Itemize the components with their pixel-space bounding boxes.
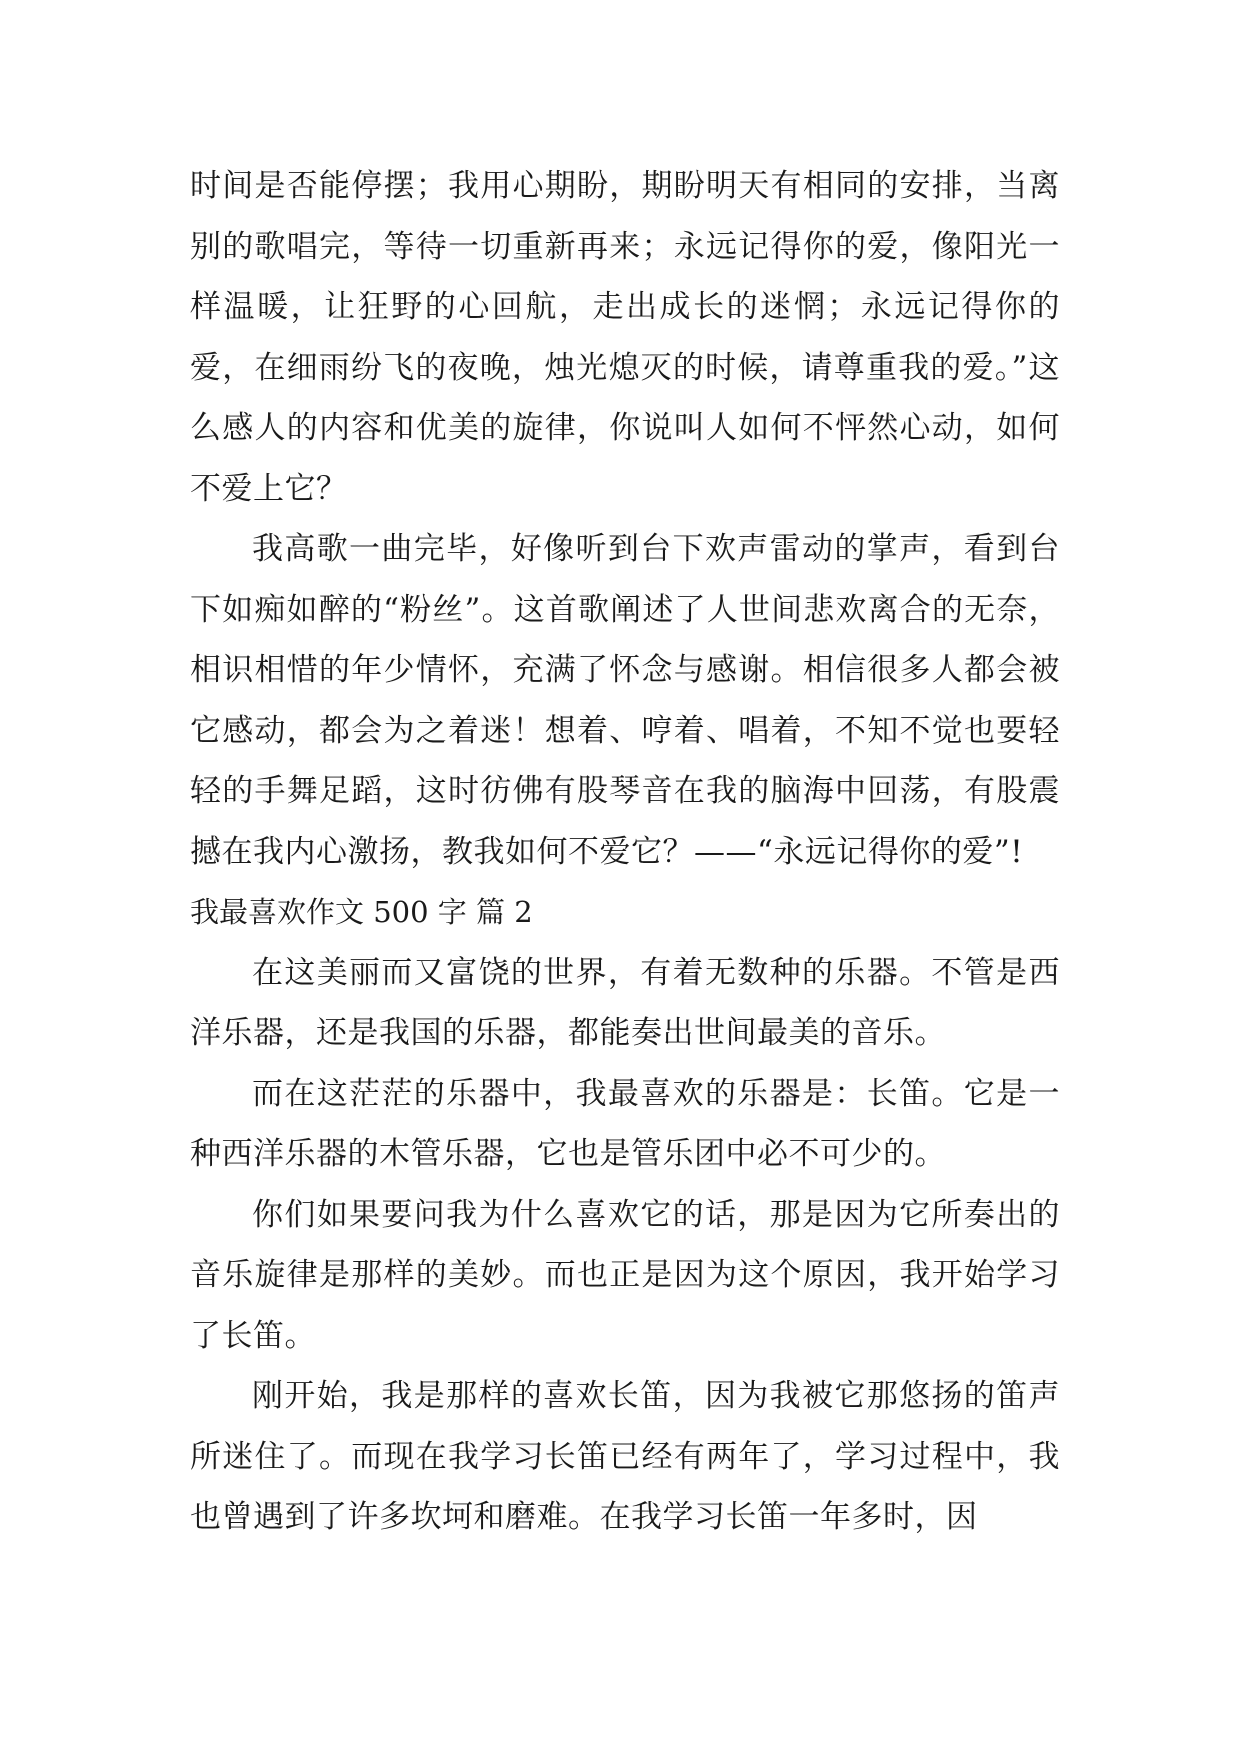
paragraph-singing: 我高歌一曲完毕，好像听到台下欢声雷动的掌声，看到台下如痴如醉的“粉丝”。这首歌阐述了人世间悲欢离合的无奈，相识相惜的年少情怀，充满了怀念与感谢。相信很多人都会被它感动，都会为之着迷！想着、哼着、唱着，不知不觉也要轻轻的手舞足蹈，这时彷佛有股琴音在我的脑海中回荡，有股震撼在我内心激扬，教我如何不爱它？——“永远记得你的爱”! — [190, 531, 1060, 870]
paragraph-learning: 刚开始，我是那样的喜欢长笛，因为我被它那悠扬的笛声所迷住了。而现在我学习长笛已经有两年了，学习过程中，我也曾遇到了许多坎坷和磨难。在我学习长笛一年多时，因 — [190, 1378, 1060, 1535]
document-body — [190, 156, 1060, 1548]
paragraph-why-flute: 你们如果要问我为什么喜欢它的话，那是因为它所奏出的音乐旋律是那样的美妙。而也正是因为这个原因，我开始学习了长笛。 — [190, 1196, 1060, 1354]
paragraph-instruments: 在这美丽而又富饶的世界，有着无数种的乐器。不管是西洋乐器，还是我国的乐器，都能奏出世间最美的音乐。 — [190, 954, 1060, 1051]
paragraph-flute-intro: 而在这茫茫的乐器中，我最喜欢的乐器是：长笛。它是一种西洋乐器的木管乐器，它也是管乐团中必不可少的。 — [190, 1075, 1060, 1172]
section-heading: 我最喜欢作文 500 字 篇 2 — [190, 895, 533, 929]
paragraph-song-lyrics-end: 时间是否能停摆；我用心期盼，期盼明天有相同的安排，当离别的歌唱完，等待一切重新再来；永远记得你的爱，像阳光一样温暖，让狂野的心回航，走出成长的迷惘；永远记得你的爱，在细雨纷飞的夜晚，烛光熄灭的时候，请尊重我的爱。”这么感人的内容和优美的旋律，你说叫人如何不怦然心动，如何不爱上它？ — [190, 168, 1060, 507]
